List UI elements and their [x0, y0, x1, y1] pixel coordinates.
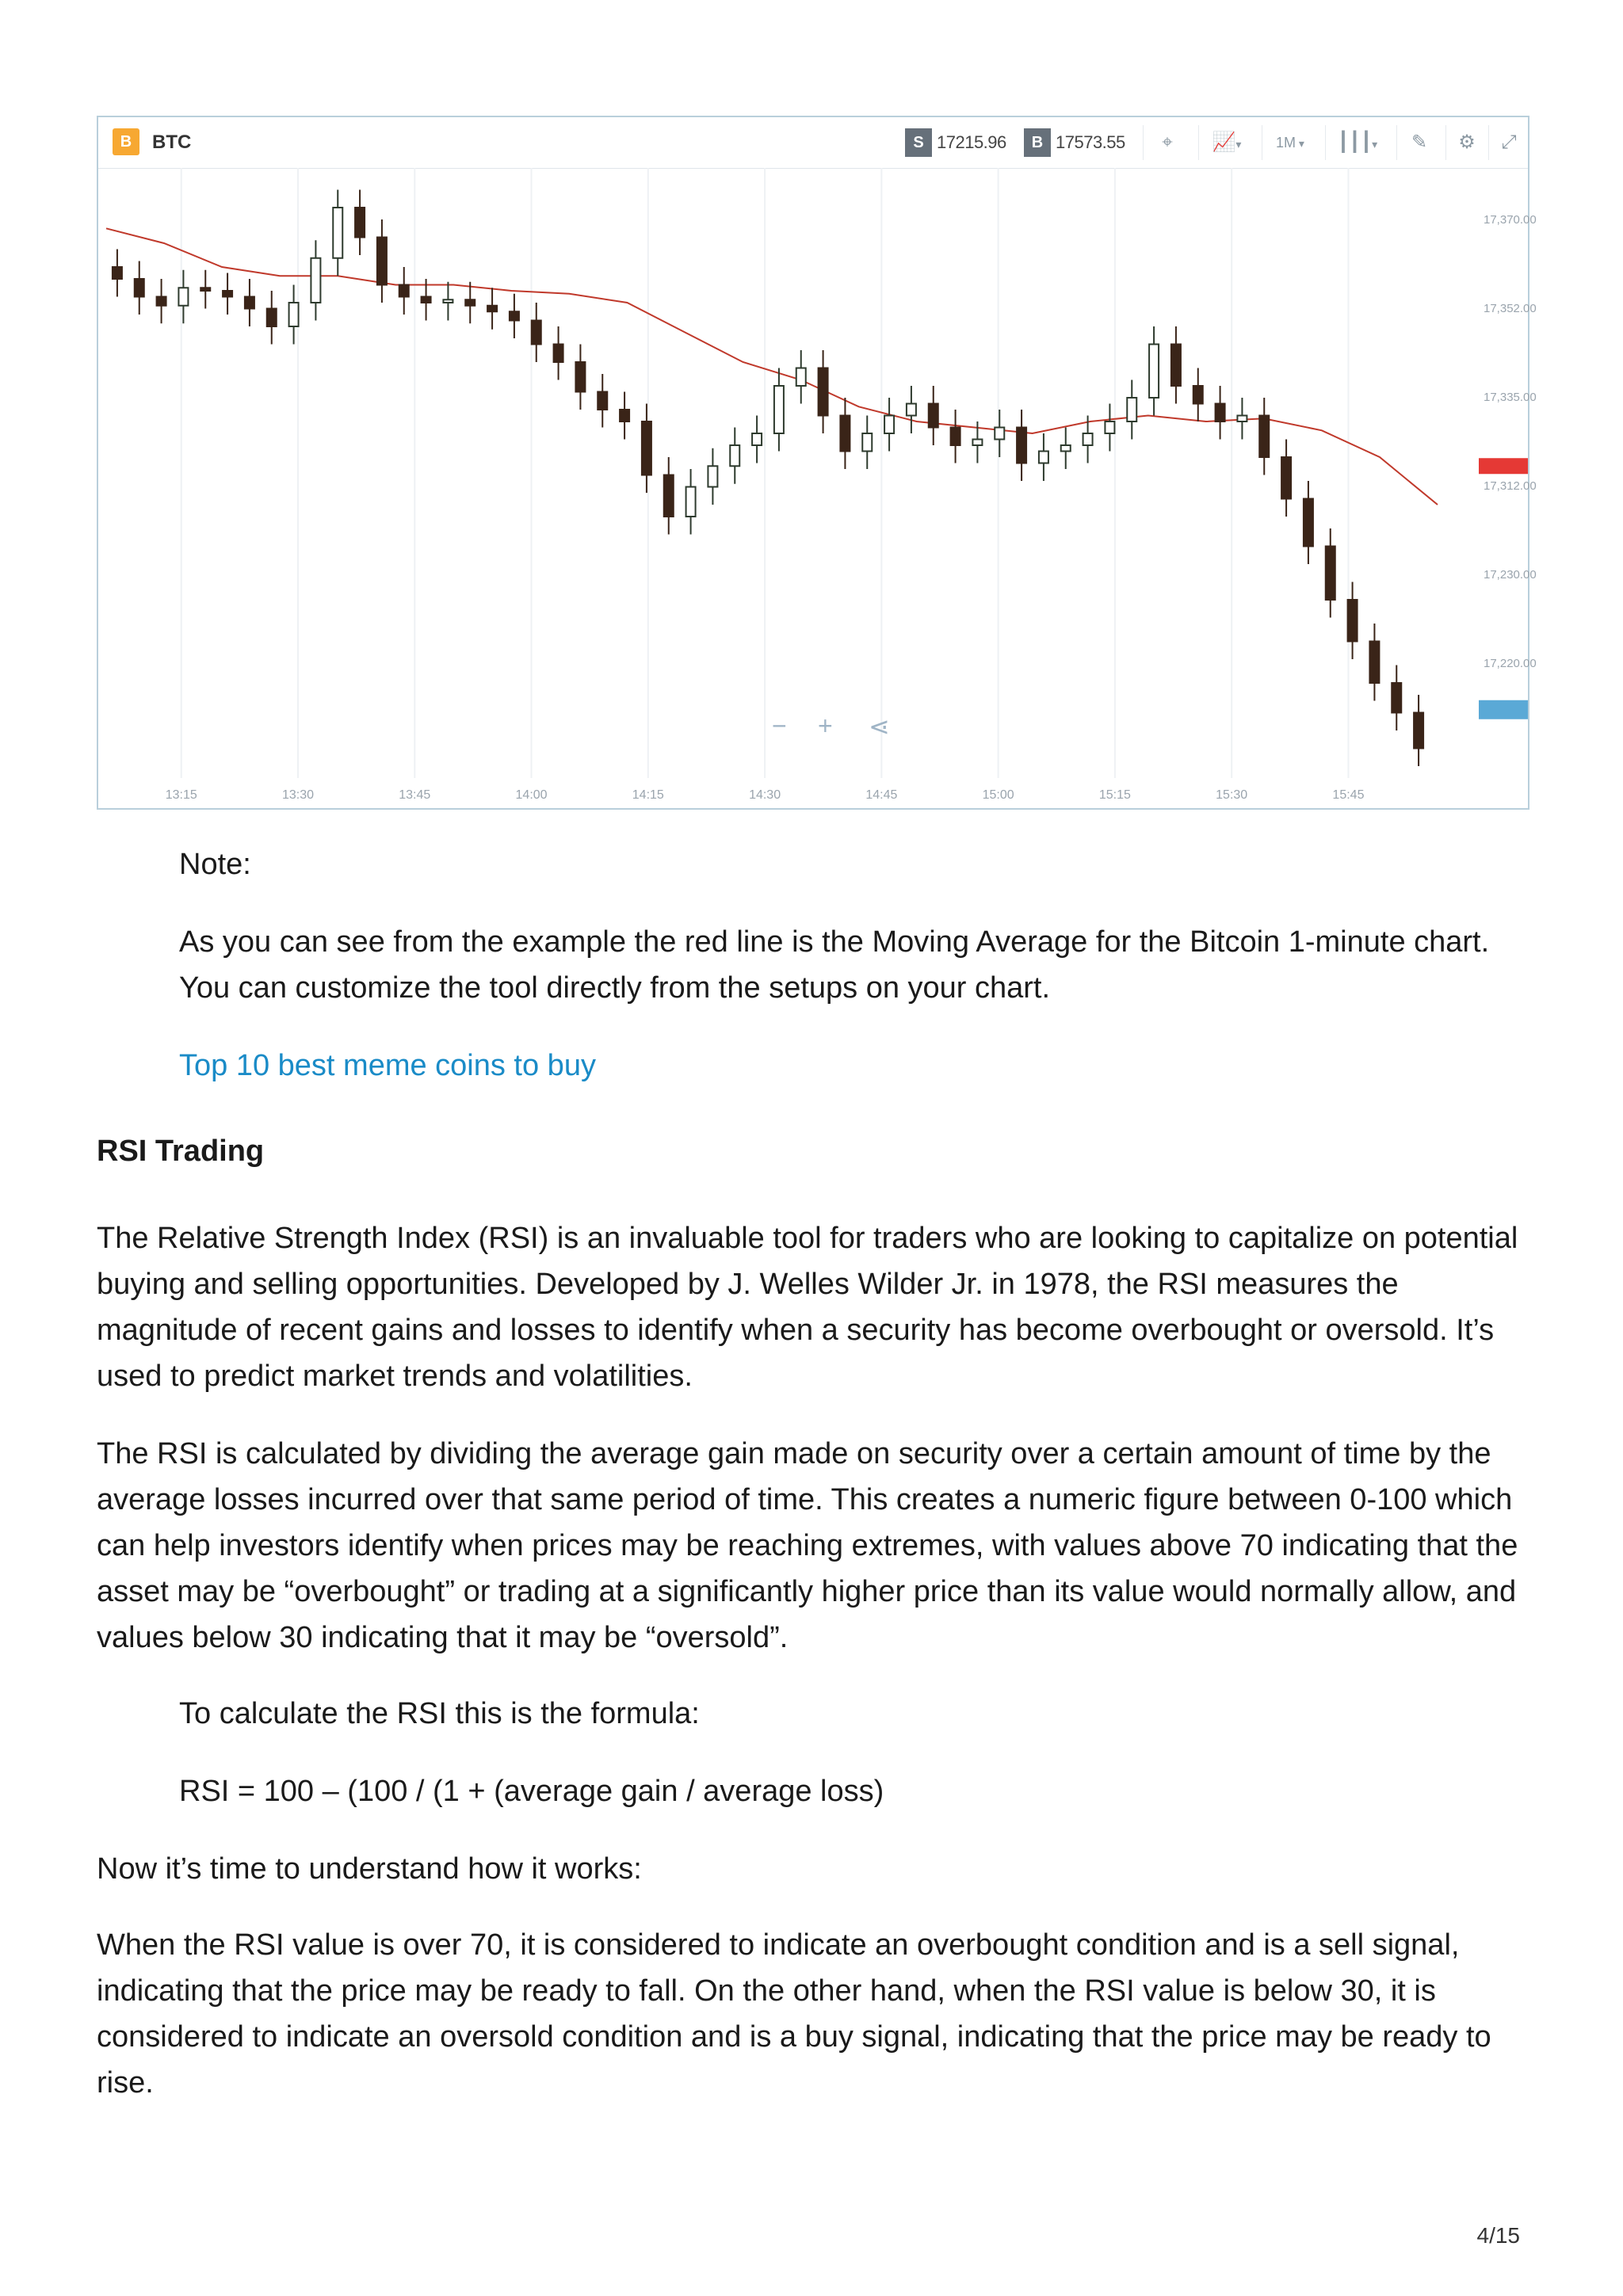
x-tick-label: 15:45 [1332, 788, 1365, 802]
candle-body [1083, 433, 1093, 445]
x-tick-label: 15:15 [1098, 788, 1131, 802]
candle-body [1281, 457, 1291, 499]
candle-body [1017, 428, 1026, 463]
draw-button[interactable] [1396, 125, 1442, 160]
candle-body [598, 392, 607, 410]
candle-body [532, 321, 541, 345]
candle-body [708, 466, 717, 486]
candle-body [1127, 398, 1136, 421]
chevron-down-icon: ▾ [1235, 138, 1242, 151]
candle-body [333, 208, 342, 258]
y-tick-label: 17,230.00 [1484, 568, 1537, 582]
candle-body [840, 416, 850, 452]
candle-body [1304, 499, 1313, 547]
candle-body [465, 299, 475, 306]
x-tick-label: 13:30 [281, 788, 315, 802]
expand-icon: ⤢ [1501, 132, 1517, 153]
candle-body [862, 433, 872, 452]
candle-body [620, 410, 629, 421]
candle-body [752, 433, 762, 445]
plus-icon: + [818, 711, 833, 740]
candle-body [1392, 683, 1401, 713]
buy-price-button[interactable] [1024, 128, 1125, 157]
indicators-icon: 📈 [1212, 132, 1236, 153]
candle-body [554, 345, 563, 363]
note-label: Note: [179, 848, 251, 881]
candle-body [510, 311, 519, 320]
y-tick-label: 17,352.00 [1484, 302, 1537, 315]
candle-body [443, 299, 453, 303]
candle-body [399, 285, 409, 297]
rsi-formula: RSI = 100 – (100 / (1 + (average gain / average loss) [179, 1775, 884, 1808]
sell-tag: S [905, 128, 932, 157]
x-tick-label: 13:15 [165, 788, 197, 802]
candle-body [377, 238, 387, 285]
candle-body [1039, 452, 1048, 463]
meme-coins-link[interactable]: Top 10 best meme coins to buy [179, 1049, 596, 1082]
candle-body [1348, 600, 1358, 642]
candle-body [686, 487, 696, 517]
candle-body [907, 404, 916, 416]
share-icon: ⋖ [869, 712, 890, 741]
candlestick-chart [98, 168, 1537, 808]
candle-body [642, 421, 651, 475]
x-tick-label: 15:00 [982, 788, 1014, 802]
candle-body [819, 368, 828, 416]
sell-price: 17215.96 [937, 132, 1006, 152]
candle-body [796, 368, 806, 387]
candle-body [995, 428, 1004, 440]
gear-icon: ⚙ [1458, 132, 1476, 153]
share-button[interactable] [869, 711, 890, 742]
paragraph-rsi-intro: The Relative Strength Index (RSI) is an invaluable tool for traders who are looking to capitalize on potential buying and selling opportunities. Developed by J. Welles Wilder Jr. in 1978, the RSI measures the magnitude of recent gains and losses to identify when a security has become overbought or oversold. It’s used to predict market trends and volatilities. [97, 1222, 1518, 1393]
pencil-icon: ✎ [1411, 132, 1428, 153]
y-tick-label: 17,312.00 [1484, 479, 1537, 493]
chevron-down-icon: ▾ [1372, 138, 1378, 151]
formula-intro: To calculate the RSI this is the formula: [179, 1697, 700, 1730]
bitcoin-icon: B [113, 128, 139, 155]
x-tick-label: 14:30 [749, 788, 781, 802]
candle-body [135, 279, 144, 297]
candle-body [422, 297, 431, 303]
candle-body [487, 306, 497, 312]
candle-body [178, 288, 188, 306]
paragraph-how-it-works: Now it’s time to understand how it works: [97, 1852, 642, 1886]
candle-body [289, 303, 299, 326]
candle-body [157, 297, 166, 306]
y-tick-label: 17,370.00 [1484, 213, 1537, 227]
timeframe-select[interactable] [1262, 125, 1318, 160]
candle-body [200, 288, 210, 291]
candle-body [1259, 416, 1269, 458]
candle-body [1149, 345, 1159, 399]
x-tick-label: 14:00 [515, 788, 548, 802]
timeframe-label: 1M [1276, 135, 1296, 151]
candle-body [664, 475, 674, 517]
paragraph-signals: When the RSI value is over 70, it is considered to indicate an overbought condition and is a sell signal, indicating that the price may be ready to fall. On the other hand, when the RSI value is below 30, it is considered to indicate an oversold condition and is a buy signal, indicating that the price may be ready to rise. [97, 1928, 1491, 2100]
candle-body [929, 404, 938, 428]
candle-body [1216, 404, 1225, 422]
chart-symbol: BTC [152, 132, 192, 153]
candle-body [774, 386, 784, 433]
candlestick-icon: ┃┃┃ [1337, 132, 1373, 153]
candle-body [884, 416, 894, 434]
chart-type-button[interactable] [1325, 125, 1389, 160]
price-chart-widget [97, 116, 1537, 810]
note-text: As you can see from the example the red line is the Moving Average for the Bitcoin 1-minute chart. You can customize the tool directly from the setups on your chart. [179, 925, 1490, 1005]
candle-body [575, 362, 585, 392]
y-tick-label: 17,220.00 [1484, 657, 1537, 670]
indicators-button[interactable] [1198, 125, 1254, 160]
candle-body [1105, 421, 1114, 433]
candle-body [245, 297, 254, 309]
candle-body [951, 428, 960, 446]
candle-body [223, 291, 232, 297]
zoom-out-button[interactable] [772, 711, 787, 741]
y-axis [1479, 213, 1537, 719]
chevron-down-icon: ▾ [1296, 137, 1304, 150]
candle-body [355, 208, 365, 238]
x-tick-label: 14:15 [632, 788, 664, 802]
candle-body [1369, 642, 1379, 684]
chart-grid [181, 168, 1349, 778]
current-price-marker [1479, 458, 1528, 474]
crosshair-icon: ⌖ [1162, 132, 1173, 153]
candle-body [267, 309, 277, 327]
settings-button[interactable] [1445, 125, 1487, 160]
candle-body [1061, 445, 1071, 452]
candle-body [1171, 345, 1181, 387]
candle-body [1414, 713, 1423, 749]
fullscreen-button[interactable] [1488, 125, 1529, 160]
chart-toolbar [98, 117, 1528, 169]
candle-body [1193, 386, 1203, 404]
candle-body [311, 258, 320, 303]
buy-tag: B [1024, 128, 1051, 157]
candle-body [972, 440, 982, 446]
page-number: 4/15 [1476, 2223, 1520, 2248]
sell-price-button[interactable] [905, 128, 1006, 157]
crosshair-button[interactable] [1143, 125, 1191, 160]
moving-average-layer [106, 228, 1438, 505]
candle-body [1326, 547, 1335, 601]
y-tick-label: 17,335.00 [1484, 391, 1537, 404]
paragraph-rsi-calc: The RSI is calculated by dividing the average gain made on security over a certain amount of time by the average losses incurred over that same period of time. This creates a numeric figure between 0-100 which can help investors identify when prices may be reaching extremes, with values above 70 indicating that the asset may be “overbought” or trading at a significantly higher price than its value would normally allow, and values below 30 indicating that it may be “oversold”. [97, 1437, 1518, 1654]
x-tick-label: 13:45 [399, 788, 431, 802]
x-tick-label: 15:30 [1216, 788, 1248, 802]
candle-body [113, 267, 122, 279]
zoom-in-button[interactable] [818, 711, 833, 741]
last-price-marker [1479, 700, 1528, 719]
candle-body [730, 445, 739, 466]
buy-price: 17573.55 [1056, 132, 1125, 152]
x-tick-label: 14:45 [865, 788, 898, 802]
x-axis [166, 788, 1365, 802]
moving-average-line [106, 228, 1438, 505]
minus-icon: − [772, 711, 787, 740]
candle-body [1237, 416, 1247, 422]
section-heading: RSI Trading [97, 1135, 265, 1168]
